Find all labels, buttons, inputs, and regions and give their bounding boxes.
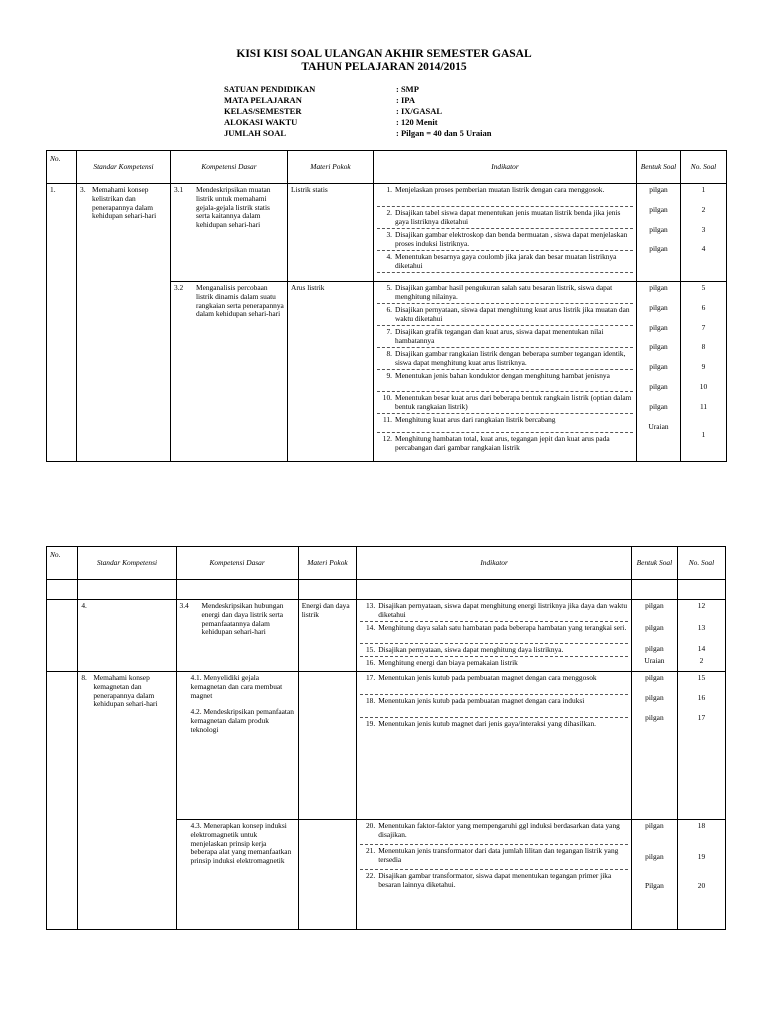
bentuk-value: pilgan xyxy=(645,692,664,702)
meta-label: JUMLAH SOAL xyxy=(224,128,287,138)
indicator-number: 11. xyxy=(383,415,392,424)
indicator-number: 6. xyxy=(386,305,392,314)
doc-title-line2: TAHUN PELAJARAN 2014/2015 xyxy=(301,61,467,73)
indicator-item xyxy=(360,646,628,657)
kisi-table-2 xyxy=(46,546,726,930)
col-materi-pokok: Materi Pokok xyxy=(288,151,374,184)
indicator-item xyxy=(377,209,633,229)
indicator-item xyxy=(377,284,633,304)
no-soal-cell xyxy=(681,282,727,462)
table-header-row xyxy=(47,547,726,580)
bentuk-value: Uraian xyxy=(648,421,669,431)
meta-row xyxy=(224,95,492,106)
indicator-text: Menentukan jenis transformator dari data jumlah lilitan dan tegangan listrik yang tersedia xyxy=(378,846,619,864)
bentuk-value: pilgan xyxy=(649,244,668,254)
row-number xyxy=(47,600,78,672)
indicator-item xyxy=(377,435,633,454)
bentuk-value: pilgan xyxy=(649,302,668,312)
indicator-number: 14. xyxy=(365,623,376,632)
col-bentuk-soal: Bentuk Soal xyxy=(631,547,677,580)
indicator-text: Menghitung kuat arus dari rangkaian listrik bercabang xyxy=(395,415,556,424)
kompetensi-dasar-cell xyxy=(176,672,298,820)
indicator-text: Menentukan jenis kutub pada pembuatan magnet dengan cara menggosok xyxy=(378,673,597,682)
no-soal-value: 1 xyxy=(701,185,706,194)
no-soal-cell xyxy=(677,820,725,930)
no-soal-value: 1 xyxy=(701,429,706,439)
bentuk-value: pilgan xyxy=(645,601,664,610)
indicator-number: 16. xyxy=(365,658,376,667)
indicator-text: Disajikan gambar elektroskop dan benda bermuatan , siswa dapat menjelaskan proses induksi listriknya. xyxy=(395,230,628,248)
indicator-item xyxy=(377,306,633,326)
indicator-number: 10. xyxy=(382,393,392,402)
col-no: No. xyxy=(47,151,77,184)
bentuk-value: pilgan xyxy=(645,712,664,722)
materi-pokok-cell xyxy=(298,672,356,820)
indicator-text: Disajikan grafik tegangan dan kuat arus, siswa dapat menentukan nilai hambatannya xyxy=(395,327,604,345)
table-header-row xyxy=(47,151,727,184)
standar-kompetensi-cell xyxy=(78,672,176,930)
col-indikator: Indikator xyxy=(357,547,632,580)
kompetensi-dasar-cell xyxy=(176,820,298,930)
indicator-text: Menghitung energi dan biaya pemakaian listrik xyxy=(378,658,518,667)
indicator-number: 22. xyxy=(365,871,376,880)
bentuk-value: pilgan xyxy=(649,322,668,332)
meta-value: : SMP xyxy=(396,84,419,94)
col-no-soal: No. Soal xyxy=(677,547,725,580)
bentuk-value: pilgan xyxy=(649,381,668,391)
sk-number: 4. xyxy=(81,601,87,610)
indicator-item xyxy=(377,416,633,433)
no-soal-value: 2 xyxy=(701,204,706,214)
standar-kompetensi-cell xyxy=(77,184,171,462)
col-standar-kompetensi: Standar Kompetensi xyxy=(77,151,171,184)
indicator-item xyxy=(360,659,628,669)
bentuk-value: pilgan xyxy=(649,342,668,352)
meta-row xyxy=(224,84,492,95)
table-row xyxy=(47,672,726,820)
no-soal-value: 3 xyxy=(701,224,706,234)
meta-label: MATA PELAJARAN xyxy=(224,95,302,105)
no-soal-value: 12 xyxy=(697,601,706,610)
indicator-item xyxy=(377,186,633,207)
bentuk-soal-cell xyxy=(631,820,677,930)
indicator-item xyxy=(377,372,633,392)
meta-block xyxy=(224,84,492,139)
indicator-number: 13. xyxy=(365,601,376,610)
indicator-text: Disajikan gambar hasil pengukuran salah satu besaran listrik, siswa dapat menghitung nilainya. xyxy=(395,283,613,301)
indikator-cell xyxy=(374,282,637,462)
bentuk-value: Uraian xyxy=(644,656,665,665)
sk-text: Memahami konsep kemagnetan dan penerapannya dalam kehidupan sehari-hari xyxy=(93,673,158,709)
indicator-number: 3. xyxy=(386,230,392,239)
col-no-soal: No. Soal xyxy=(681,151,727,184)
sk-number: 3. xyxy=(80,185,86,194)
no-soal-value: 13 xyxy=(697,623,706,632)
kd-text: 4.3. Menerapkan konsep induksi elektromagnetik untuk menjelaskan prinsip kerja beberapa alat yang memanfaatkan prinsip induksi elektromagnetik xyxy=(190,821,292,866)
no-soal-value: 7 xyxy=(701,322,706,332)
kd-text: Menganalisis percobaan listrik dinamis dalam suatu rangkaian serta penerapannya dalam kehidupan sehari-hari xyxy=(196,283,284,319)
kisi-table-1 xyxy=(46,150,727,462)
indicator-number: 9. xyxy=(386,371,392,380)
materi-text: Arus listrik xyxy=(291,283,325,292)
indicator-text: Menentukan besarnya gaya coulomb jika jarak dan besar muatan listriknya diketahui xyxy=(395,252,617,270)
bentuk-value: pilgan xyxy=(645,852,664,861)
meta-value: : IX/GASAL xyxy=(396,106,443,116)
indicator-number: 8. xyxy=(386,349,392,358)
row-number xyxy=(47,184,77,462)
meta-label: KELAS/SEMESTER xyxy=(224,106,302,116)
indicator-number: 1. xyxy=(386,185,392,194)
bentuk-value: pilgan xyxy=(645,821,664,830)
indicator-item xyxy=(377,231,633,251)
no-soal-value: 16 xyxy=(697,692,706,702)
no-soal-value: 17 xyxy=(697,712,706,722)
indicator-text: Menghitung daya salah satu hambatan pada beberapa hambatan yang terangkai seri. xyxy=(378,623,627,632)
materi-pokok-cell xyxy=(288,282,374,462)
no-soal-cell xyxy=(677,600,725,672)
no-soal-value: 19 xyxy=(697,852,706,861)
indicator-number: 2. xyxy=(386,208,392,217)
bentuk-value: pilgan xyxy=(645,644,664,653)
indicator-text: Menentukan jenis bahan konduktor dengan menghitung hambat jenisnya xyxy=(395,371,610,380)
indicator-text: Menentukan faktor-faktor yang mempengaruhi ggl induksi berdasarkan data yang disajikan. xyxy=(378,821,620,839)
meta-row xyxy=(224,117,492,128)
kompetensi-dasar-cell xyxy=(171,184,288,282)
indicator-number: 5. xyxy=(386,283,392,292)
no-soal-value: 14 xyxy=(697,644,706,653)
indicator-item xyxy=(360,674,628,695)
sk-text: Memahami konsep kelistrikan dan penerapannya dalam kehidupan sehari-hari xyxy=(92,185,157,221)
no-soal-value: 9 xyxy=(701,362,706,372)
kd-text: 4.1. Menyelidiki gejala kemagnetan dan cara membuat magnet xyxy=(190,673,283,700)
indikator-cell xyxy=(357,672,632,820)
no-soal-value: 10 xyxy=(699,381,708,391)
indicator-number: 20. xyxy=(365,821,376,830)
bentuk-value: pilgan xyxy=(645,623,664,632)
indicator-number: 19. xyxy=(365,719,376,728)
indicator-number: 12. xyxy=(382,434,392,443)
doc-title-line1: KISI KISI SOAL ULANGAN AKHIR SEMESTER GASAL xyxy=(236,48,532,60)
table-spacer-row xyxy=(47,580,726,600)
kd-number: 3.2 xyxy=(174,283,184,292)
materi-text: Listrik statis xyxy=(291,185,328,194)
indicator-text: Disajikan gambar transformator, siswa dapat menentukan tegangan primer jika besaran lainnya diketahui. xyxy=(378,871,612,889)
kd-number: 3.4 xyxy=(179,601,189,610)
bentuk-value: pilgan xyxy=(649,204,668,214)
sk-number: 8. xyxy=(81,673,87,682)
kd-text: Mendeskripsikan hubungan energi dan daya listrik serta pemanfaatannya dalam kehidupan sehari-hari xyxy=(201,601,284,637)
indicator-text: Menghitung hambatan total, kuat arus, tegangan jepit dan kuat arus pada percabangan dari gambar rangkaian listrik xyxy=(395,434,610,452)
indicator-number: 21. xyxy=(365,846,376,855)
indicator-text: Menentukan jenis kutub pada pembuatan magnet dengan cara induksi xyxy=(378,696,585,705)
no-soal-value: 5 xyxy=(701,283,706,292)
row-number-text: 1. xyxy=(50,185,56,194)
no-soal-value: 18 xyxy=(697,821,706,830)
materi-pokok-cell xyxy=(288,184,374,282)
indicator-text: Menjelaskan proses pemberian muatan listrik dengan cara menggosok. xyxy=(395,185,605,194)
indicator-item xyxy=(360,602,628,622)
bentuk-value: pilgan xyxy=(649,401,668,411)
indikator-cell xyxy=(357,820,632,930)
bentuk-value: pilgan xyxy=(649,185,668,194)
indicator-item xyxy=(360,822,628,845)
indicator-number: 4. xyxy=(386,252,392,261)
no-soal-value: 2 xyxy=(699,656,704,665)
indicator-text: Disajikan pernyataan, siswa dapat menghitung kuat arus listrik jika muatan dan waktu diketahui xyxy=(395,305,630,323)
bentuk-soal-cell xyxy=(637,282,681,462)
indicator-item xyxy=(377,253,633,273)
kd-number: 3.1 xyxy=(174,185,184,194)
indicator-number: 18. xyxy=(365,696,376,705)
col-standar-kompetensi: Standar Kompetensi xyxy=(78,547,176,580)
indicator-item xyxy=(377,328,633,348)
col-kompetensi-dasar: Kompetensi Dasar xyxy=(171,151,288,184)
no-soal-value: 20 xyxy=(697,881,706,890)
indicator-item xyxy=(360,720,628,740)
indicator-number: 7. xyxy=(386,327,392,336)
col-materi-pokok: Materi Pokok xyxy=(298,547,356,580)
kd-text: Mendeskripsikan muatan listrik untuk memahami gejala-gejala listrik statis serta kaitannya dalam kehidupan sehari-hari xyxy=(196,185,271,230)
materi-text: Energi dan daya listrik xyxy=(301,601,350,619)
indicator-number: 15. xyxy=(365,645,376,654)
indikator-cell xyxy=(357,600,632,672)
standar-kompetensi-cell xyxy=(78,600,176,672)
kompetensi-dasar-cell xyxy=(176,600,298,672)
meta-label: ALOKASI WAKTU xyxy=(224,117,298,127)
indicator-item xyxy=(360,847,628,870)
kd-text: 4.2. Mendeskripsikan pemanfaatan kemagnetan dalam produk teknologi xyxy=(190,707,294,734)
no-soal-value: 15 xyxy=(697,673,706,682)
bentuk-value: pilgan xyxy=(649,283,668,292)
no-soal-cell xyxy=(681,184,727,282)
materi-pokok-cell xyxy=(298,600,356,672)
meta-value: : IPA xyxy=(396,95,415,105)
meta-value: : Pilgan = 40 dan 5 Uraian xyxy=(396,128,492,138)
col-no: No. xyxy=(47,547,78,580)
col-kompetensi-dasar: Kompetensi Dasar xyxy=(176,547,298,580)
bentuk-value: pilgan xyxy=(649,224,668,234)
indicator-item xyxy=(360,624,628,644)
no-soal-value: 11 xyxy=(699,401,708,411)
meta-row xyxy=(224,128,492,139)
indicator-item xyxy=(377,394,633,414)
no-soal-value: 4 xyxy=(701,244,706,254)
bentuk-soal-cell xyxy=(631,672,677,820)
table-row xyxy=(47,600,726,672)
indikator-cell xyxy=(374,184,637,282)
no-soal-cell xyxy=(677,672,725,820)
indicator-text: Menentukan jenis kutub magnet dari jenis gaya/interaksi yang dihasilkan. xyxy=(378,719,596,728)
col-bentuk-soal: Bentuk Soal xyxy=(637,151,681,184)
meta-row xyxy=(224,106,492,117)
meta-value: : 120 Menit xyxy=(396,117,438,127)
indicator-text: Disajikan pernyataan, siswa dapat menghitung daya listriknya. xyxy=(378,645,564,654)
indicator-text: Disajikan tabel siswa dapat menentukan jenis muatan listrik benda jika jenis gaya listriknya diketahui xyxy=(395,208,621,226)
no-soal-value: 6 xyxy=(701,302,706,312)
indicator-item xyxy=(360,697,628,718)
no-soal-value: 8 xyxy=(701,342,706,352)
col-indikator: Indikator xyxy=(374,151,637,184)
row-number xyxy=(47,672,78,930)
bentuk-value: pilgan xyxy=(649,362,668,372)
indicator-item xyxy=(377,350,633,370)
indicator-text: Disajikan pernyataan, siswa dapat menghitung energi listriknya jika daya dan waktu diketahui xyxy=(378,601,628,619)
bentuk-value: pilgan xyxy=(645,673,664,682)
kompetensi-dasar-cell xyxy=(171,282,288,462)
indicator-text: Disajikan gambar rangkaian listrik dengan beberapa sumber tegangan identik, siswa dapat menghitung kuat arus listriknya. xyxy=(395,349,626,367)
indicator-item xyxy=(360,872,628,894)
bentuk-value: Pilgan xyxy=(644,881,664,890)
indicator-number: 17. xyxy=(365,673,376,682)
table-row xyxy=(47,184,727,282)
bentuk-soal-cell xyxy=(637,184,681,282)
bentuk-soal-cell xyxy=(631,600,677,672)
materi-pokok-cell xyxy=(298,820,356,930)
indicator-text: Menentukan besar kuat arus dari beberapa bentuk rangkain listrik (optian dalam bentuk rangkaian listrik) xyxy=(395,393,632,411)
meta-label: SATUAN PENDIDIKAN xyxy=(224,84,316,94)
